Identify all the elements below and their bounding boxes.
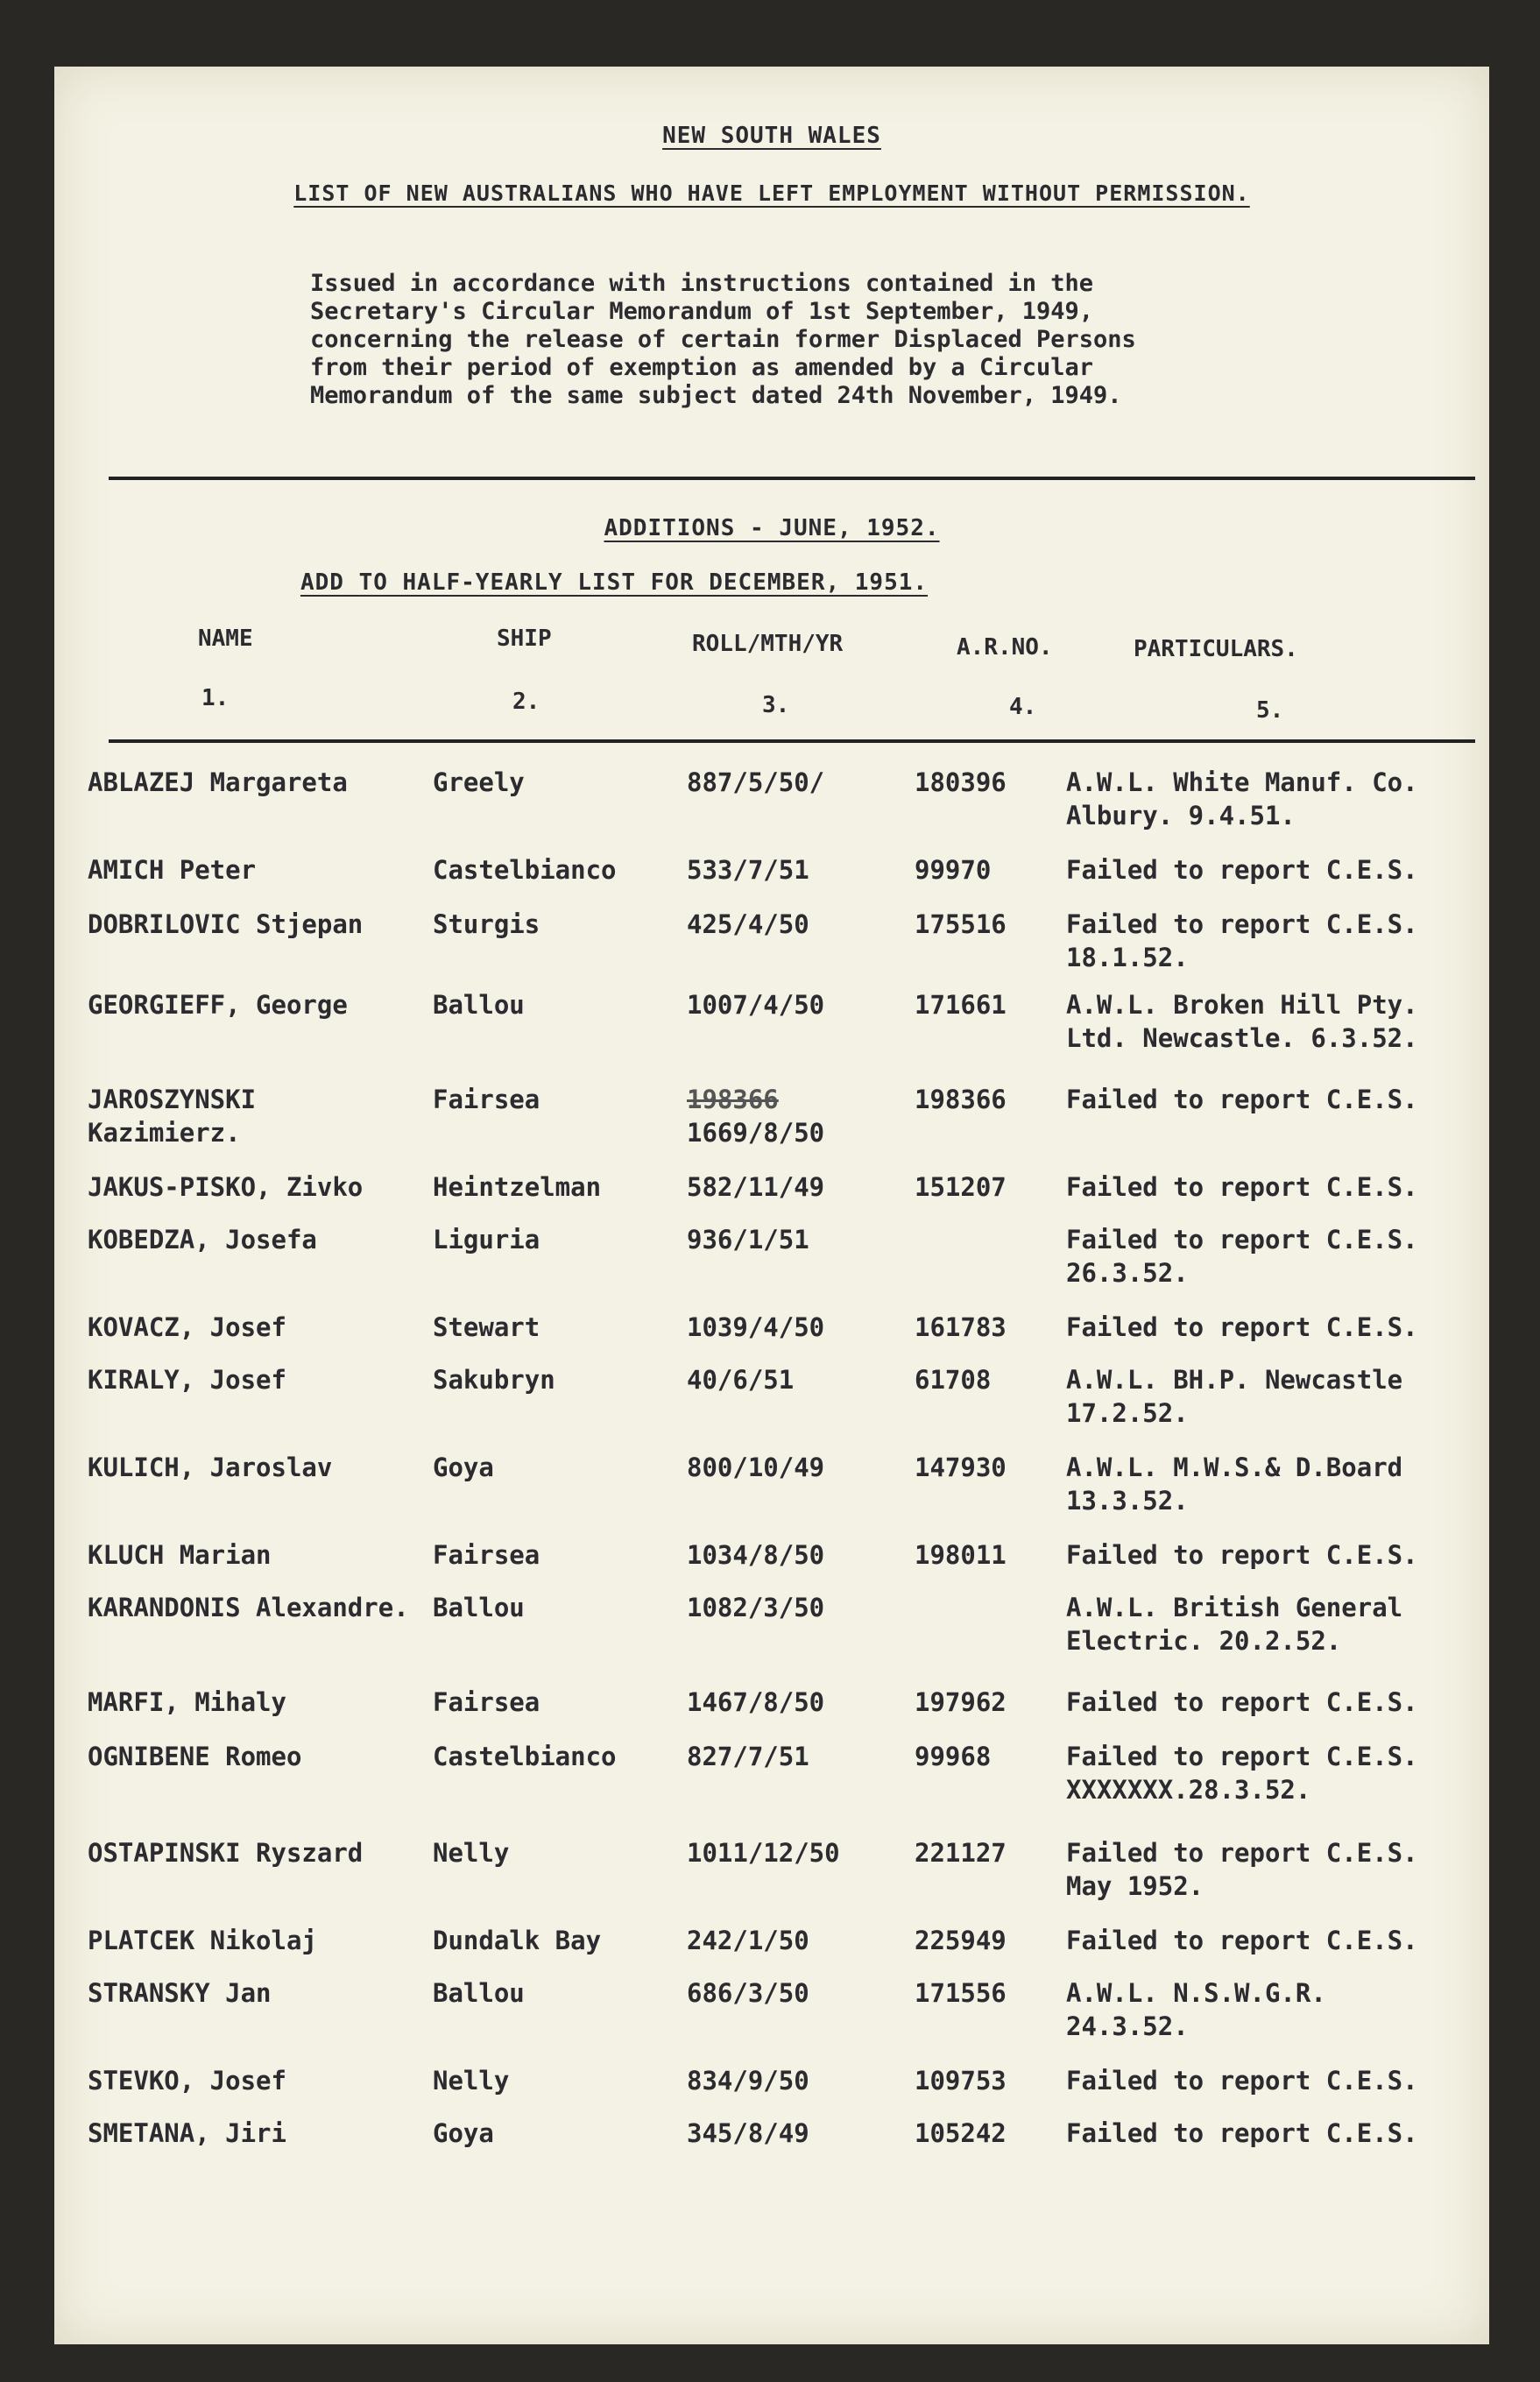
roll-cell: 1467/8/50: [687, 1687, 825, 1717]
ar-number-cell: 147930: [915, 1453, 1007, 1482]
roll-cell: 800/10/49: [687, 1453, 825, 1482]
roll-cell: 1011/12/50: [687, 1838, 840, 1868]
particulars-cell: Failed to report C.E.S.: [1066, 2066, 1418, 2096]
ship-cell: Stewart: [433, 1312, 540, 1342]
ar-number-cell: 105242: [915, 2118, 1007, 2148]
roll-cell: 887/5/50/: [687, 767, 825, 797]
particulars-cell: A.W.L. British General Electric. 20.2.52.: [1066, 1593, 1403, 1656]
name-cell: KIRALY, Josef: [88, 1365, 286, 1395]
roll-cell: 345/8/49: [687, 2118, 809, 2148]
name-cell: KARANDONIS Alexandre.: [88, 1593, 409, 1622]
particulars-cell: Failed to report C.E.S.: [1066, 1085, 1418, 1114]
ship-cell: Liguria: [433, 1225, 540, 1255]
name-cell: OSTAPINSKI Ryszard: [88, 1838, 364, 1868]
ship-cell: Castelbianco: [433, 855, 617, 885]
particulars-cell: Failed to report C.E.S.: [1066, 1540, 1418, 1570]
ship-cell: Goya: [433, 1453, 494, 1482]
roll-cell: 827/7/51: [687, 1742, 809, 1771]
ship-cell: Sakubryn: [433, 1365, 555, 1395]
particulars-cell: Failed to report C.E.S.: [1066, 1312, 1418, 1342]
ship-cell: Goya: [433, 2118, 494, 2148]
column-header-ar-no: A.R.NO.: [957, 634, 1053, 661]
column-header-ship: SHIP: [497, 626, 552, 652]
column-number-5: 5.: [1256, 697, 1284, 724]
ship-cell: Ballou: [433, 990, 525, 1020]
particulars-cell: A.W.L. M.W.S.& D.Board 13.3.52.: [1066, 1453, 1403, 1516]
ship-cell: Dundalk Bay: [433, 1926, 602, 1955]
column-header-name: NAME: [198, 626, 253, 652]
particulars-cell: A.W.L. Broken Hill Pty. Ltd. Newcastle. 6.3.52.: [1066, 990, 1418, 1053]
intro-paragraph: [310, 270, 1326, 410]
roll-cell: 582/11/49: [687, 1172, 825, 1202]
ship-cell: Ballou: [433, 1593, 525, 1622]
roll-cell: 1007/4/50: [687, 990, 825, 1020]
ship-cell: Castelbianco: [433, 1742, 617, 1771]
ship-cell: Sturgis: [433, 909, 540, 939]
roll-cell: 936/1/51: [687, 1225, 809, 1255]
roll-cell: 1082/3/50: [687, 1593, 825, 1622]
section-title: ADDITIONS - JUNE, 1952.: [604, 515, 940, 541]
ship-cell: Nelly: [433, 1838, 510, 1868]
ar-number-cell: 109753: [915, 2066, 1007, 2096]
intro-line: concerning the release of certain former Displaced Persons: [310, 326, 1136, 353]
ar-number-cell: 180396: [915, 767, 1007, 797]
ar-number-cell: 99970: [915, 855, 992, 885]
name-cell: KOBEDZA, Josefa: [88, 1225, 317, 1255]
name-cell: GEORGIEFF, George: [88, 990, 348, 1020]
name-cell: JAROSZYNSKI Kazimierz.: [88, 1085, 257, 1148]
intro-line: from their period of exemption as amended by a Circular: [310, 354, 1094, 381]
name-cell: STRANSKY Jan: [88, 1978, 272, 2008]
particulars-cell: Failed to report C.E.S.: [1066, 1172, 1418, 1202]
roll-cell: 1039/4/50: [687, 1312, 825, 1342]
ar-number-cell: 61708: [915, 1365, 992, 1395]
document-title: NEW SOUTH WALES: [662, 123, 881, 149]
ar-number-cell: 161783: [915, 1312, 1007, 1342]
ar-number-cell: 171661: [915, 990, 1007, 1020]
ship-cell: Nelly: [433, 2066, 510, 2096]
name-cell: STEVKO, Josef: [88, 2066, 286, 2096]
ship-cell: Greely: [433, 767, 525, 797]
column-header-particulars: PARTICULARS.: [1134, 636, 1298, 662]
section-subtitle: ADD TO HALF-YEARLY LIST FOR DECEMBER, 1951.: [300, 569, 929, 596]
ar-number-cell: 198011: [915, 1540, 1007, 1570]
name-cell: JAKUS-PISKO, Zivko: [88, 1172, 364, 1202]
particulars-cell: Failed to report C.E.S.: [1066, 2118, 1418, 2148]
name-cell: KOVACZ, Josef: [88, 1312, 286, 1342]
name-cell: KLUCH Marian: [88, 1540, 272, 1570]
particulars-cell: Failed to report C.E.S.: [1066, 855, 1418, 885]
roll-cell: 533/7/51: [687, 855, 809, 885]
document-subtitle: LIST OF NEW AUSTRALIANS WHO HAVE LEFT EMPLOYMENT WITHOUT PERMISSION.: [293, 180, 1250, 206]
ship-cell: Fairsea: [433, 1540, 540, 1570]
name-cell: OGNIBENE Romeo: [88, 1742, 302, 1771]
column-number-4: 4.: [1009, 694, 1037, 720]
ship-cell: Fairsea: [433, 1085, 540, 1114]
particulars-cell: Failed to report C.E.S.: [1066, 1926, 1418, 1955]
particulars-cell: Failed to report C.E.S. XXXXXXX.28.3.52.: [1066, 1742, 1418, 1805]
roll-cell: 40/6/51: [687, 1365, 795, 1395]
name-cell: DOBRILOVIC Stjepan: [88, 909, 364, 939]
particulars-cell: Failed to report C.E.S. 26.3.52.: [1066, 1225, 1418, 1288]
table-header-rule: [109, 739, 1475, 743]
ar-number-cell: 151207: [915, 1172, 1007, 1202]
roll-cell: 242/1/50: [687, 1926, 809, 1955]
roll-cell: 686/3/50: [687, 1978, 809, 2008]
divider: [109, 477, 1475, 480]
ship-cell: Ballou: [433, 1978, 525, 2008]
name-cell: PLATCEK Nikolaj: [88, 1926, 317, 1955]
ship-cell: Heintzelman: [433, 1172, 602, 1202]
struck-out-value: 198366: [687, 1085, 779, 1114]
roll-cell: [687, 1083, 824, 1149]
intro-line: Issued in accordance with instructions contained in the: [310, 270, 1094, 297]
document-page: [54, 67, 1489, 2344]
ar-number-cell: 99968: [915, 1742, 992, 1771]
particulars-cell: Failed to report C.E.S. May 1952.: [1066, 1838, 1418, 1901]
intro-line: Memorandum of the same subject dated 24th November, 1949.: [310, 382, 1122, 409]
ar-number-cell: 197962: [915, 1687, 1007, 1717]
intro-line: Secretary's Circular Memorandum of 1st September, 1949,: [310, 298, 1094, 325]
name-cell: MARFI, Mihaly: [88, 1687, 286, 1717]
ar-number-cell: 198366: [915, 1085, 1007, 1114]
ar-number-cell: 175516: [915, 909, 1007, 939]
column-number-3: 3.: [762, 692, 790, 718]
particulars-cell: Failed to report C.E.S. 18.1.52.: [1066, 909, 1418, 972]
column-number-1: 1.: [201, 685, 230, 711]
particulars-cell: Failed to report C.E.S.: [1066, 1687, 1418, 1717]
name-cell: SMETANA, Jiri: [88, 2118, 286, 2148]
column-header-roll: ROLL/MTH/YR: [692, 631, 844, 657]
ship-cell: Fairsea: [433, 1687, 540, 1717]
ar-number-cell: 225949: [915, 1926, 1007, 1955]
roll-cell: 1034/8/50: [687, 1540, 825, 1570]
particulars-cell: A.W.L. N.S.W.G.R. 24.3.52.: [1066, 1978, 1326, 2041]
roll-cell: 425/4/50: [687, 909, 809, 939]
name-cell: AMICH Peter: [88, 855, 257, 885]
roll-cell: 834/9/50: [687, 2066, 809, 2096]
ar-number-cell: 221127: [915, 1838, 1007, 1868]
name-cell: KULICH, Jaroslav: [88, 1453, 333, 1482]
roll-value: 1669/8/50: [687, 1118, 825, 1148]
particulars-cell: A.W.L. White Manuf. Co. Albury. 9.4.51.: [1066, 767, 1418, 831]
column-number-2: 2.: [512, 689, 540, 715]
name-cell: ABLAZEJ Margareta: [88, 767, 348, 797]
ar-number-cell: 171556: [915, 1978, 1007, 2008]
particulars-cell: A.W.L. BH.P. Newcastle 17.2.52.: [1066, 1365, 1403, 1428]
